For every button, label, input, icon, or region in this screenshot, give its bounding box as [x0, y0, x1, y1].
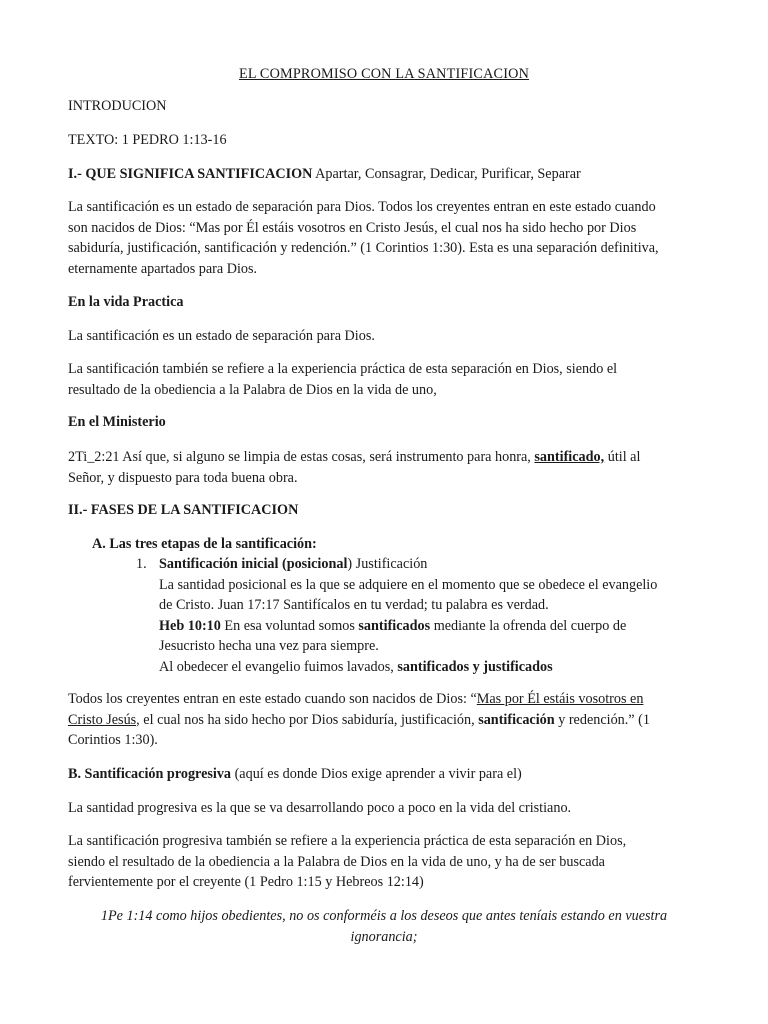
- text-line: 1Pe 1:14 como hijos obedientes, no os conforméis a los deseos que antes teníais estando en vuestra: [100, 908, 668, 924]
- text-line: Corintios 1:30).: [68, 732, 158, 748]
- text-line: La santificación progresiva también se refiere a la experiencia práctica de esta separación en Dios,: [68, 833, 627, 849]
- obedecer-text: Al obedecer el evangelio fuimos lavados,: [159, 658, 398, 675]
- text-line: de Cristo. Juan 17:17 Santifícalos en tu verdad; tu palabra es verdad.: [159, 597, 549, 613]
- section1-paragraph: [68, 197, 700, 279]
- ministerio-emphasis: santificado,: [534, 449, 605, 465]
- subsection-b-heading: [68, 764, 700, 785]
- item-heading: Santificación inicial (posicional: [159, 556, 348, 572]
- text-line: [68, 710, 700, 731]
- text-line: La santificación es un estado de separación para Dios. Todos los creyentes entran en este estado cuando: [68, 199, 656, 215]
- texto-reference: TEXTO: 1 PEDRO 1:13-16: [68, 132, 227, 148]
- text-line: Jesucristo hecha una vez para siempre.: [159, 638, 379, 654]
- practica-paragraph-2: [68, 359, 700, 400]
- text-line: son nacidos de Dios: “Mas por Él estáis vosotros en Cristo Jesús, el cual nos ha sido hecho por Dios: [68, 219, 637, 236]
- heb-text: En esa voluntad somos: [220, 617, 359, 634]
- text-line: Señor, y dispuesto para toda buena obra.: [68, 469, 298, 486]
- progresiva-paragraph-2: [68, 831, 700, 893]
- item-heading-tail: ) Justificación: [347, 556, 428, 572]
- todos-underlined-2: Cristo Jesús,: [68, 711, 140, 728]
- heb-emphasis: santificados: [358, 617, 431, 634]
- scripture-quote: [50, 906, 718, 947]
- obedecer-emphasis: santificados y justificados: [397, 658, 553, 675]
- subsection-b-tail: (aquí es donde Dios exige aprender a vivir para el): [231, 766, 522, 782]
- text-line: [159, 616, 704, 637]
- section2-heading: II.- FASES DE LA SANTIFICACION: [68, 502, 299, 518]
- list-number: 1.: [136, 556, 147, 572]
- text-line: resultado de la obediencia a la Palabra de Dios en la vida de uno,: [68, 381, 437, 398]
- subsection-a-heading: A. Las tres etapas de la santificación:: [92, 536, 317, 552]
- section1-heading-bold: I.- QUE SIGNIFICA SANTIFICACION: [68, 166, 313, 182]
- intro-heading: INTRODUCION: [68, 98, 167, 114]
- text-line: sabiduría, justificación, santificación y redención.” (1 Corintios 1:30). Esta es una separación definitiva,: [68, 240, 659, 256]
- text-line: ignorancia;: [350, 928, 418, 945]
- text-line: [159, 657, 704, 678]
- todos-text-3: y redención.” (1: [554, 711, 650, 728]
- heb-reference: Heb 10:10: [159, 617, 221, 634]
- todos-underlined: Mas por Él estáis vosotros en: [476, 691, 644, 707]
- heb-text-tail: mediante la ofrenda del cuerpo de: [430, 617, 627, 634]
- todos-text: Todos los creyentes entran en este estado cuando son nacidos de Dios: “: [68, 691, 477, 707]
- practica-paragraph-1: La santificación es un estado de separación para Dios.: [68, 328, 375, 344]
- list-item-initial: [159, 554, 704, 677]
- text-line: [68, 689, 700, 710]
- subsection-b-bold: B. Santificación progresiva: [68, 766, 232, 782]
- todos-emphasis: santificación: [478, 711, 555, 728]
- text-line: fervientemente por el creyente (1 Pedro 1:15 y Hebreos 12:14): [68, 874, 424, 890]
- progresiva-paragraph-1: La santidad progresiva es la que se va desarrollando poco a poco en la vida del cristiano.: [68, 800, 572, 816]
- text-line: La santificación también se refiere a la experiencia práctica de esta separación en Dios, siendo el: [68, 361, 618, 377]
- text-line: La santidad posicional es la que se adquiere en el momento que se obedece el evangelio: [159, 576, 658, 593]
- practica-heading: En la vida Practica: [68, 294, 184, 310]
- text-line: [159, 554, 704, 575]
- todos-text-2: el cual nos ha sido hecho por Dios sabiduría, justificación,: [139, 711, 479, 728]
- text-line: eternamente apartados para Dios.: [68, 260, 258, 277]
- ministerio-heading: En el Ministerio: [68, 414, 166, 430]
- text-line: [68, 447, 700, 468]
- section1-heading: [68, 164, 700, 185]
- page-title: EL COMPROMISO CON LA SANTIFICACION: [238, 66, 530, 82]
- ministerio-text-tail: útil al: [604, 449, 641, 465]
- section1-heading-tail: Apartar, Consagrar, Dedicar, Purificar, Separar: [312, 166, 581, 182]
- text-line: siendo el resultado de la obediencia a la Palabra de Dios en la vida de uno, y ha de ser buscada: [68, 853, 605, 870]
- todos-paragraph: [68, 689, 700, 751]
- ministerio-text: 2Ti_2:21 Así que, si alguno se limpia de estas cosas, será instrumento para honra,: [68, 449, 535, 465]
- ministerio-paragraph: [68, 447, 700, 488]
